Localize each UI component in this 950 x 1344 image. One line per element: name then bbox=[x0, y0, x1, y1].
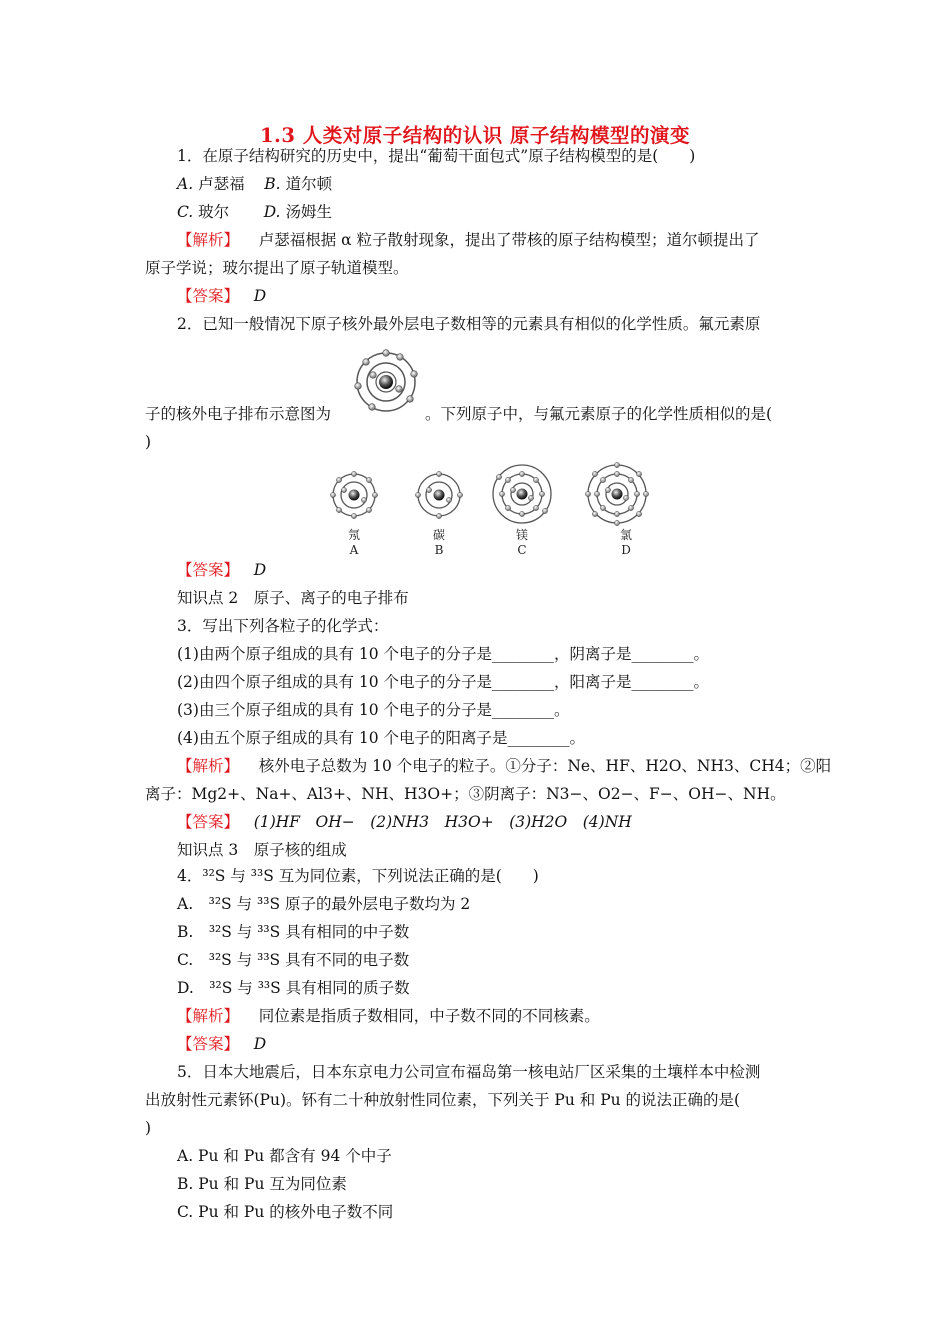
atom-d-name: 氯 bbox=[619, 528, 633, 542]
q1-answer bbox=[177, 286, 266, 306]
q1-options-ab bbox=[177, 174, 332, 194]
q5-option-c: C. Pu 和 Pu 的核外电子数不同 bbox=[177, 1203, 394, 1221]
q4-analysis bbox=[177, 1006, 600, 1026]
q4-answer-value: D bbox=[253, 1035, 267, 1053]
q4-stem: 4．³²S 与 ³³S 互为同位素，下列说法正确的是( ) bbox=[177, 867, 539, 885]
q3-analysis-line1 bbox=[177, 756, 831, 776]
q4-option-c: C. ³²S 与 ³³S 具有不同的电子数 bbox=[177, 951, 410, 969]
q5-option-b: B. Pu 和 Pu 互为同位素 bbox=[177, 1175, 347, 1193]
q3-answer-value: (1)HF OH− (2)NH3 H3O+ (3)H2O (4)NH bbox=[253, 813, 632, 831]
atom-a-diagram bbox=[330, 471, 377, 518]
answer-tag: 【答案】 bbox=[177, 1035, 240, 1053]
answer-tag: 【答案】 bbox=[177, 813, 240, 831]
q1-analysis-line1 bbox=[177, 230, 760, 250]
atom-c-name: 镁 bbox=[515, 528, 529, 542]
atom-c-letter: C bbox=[517, 543, 527, 557]
q1-option-c-letter: C. bbox=[177, 203, 194, 221]
q5-stem-line2: 出放射性元素钚(Pu)。钚有二十种放射性同位素，下列关于 Pu 和 Pu 的说法正确的是( bbox=[145, 1091, 741, 1109]
q3-sub4: (4)由五个原子组成的具有 10 个电子的阳离子是________。 bbox=[177, 729, 586, 747]
q1-options-cd bbox=[177, 202, 332, 222]
q1-analysis-line2: 原子学说；玻尔提出了原子轨道模型。 bbox=[145, 259, 409, 277]
q5-stem-line1: 5．日本大地震后，日本东京电力公司宣布福岛第一核电站厂区采集的土壤样本中检测 bbox=[177, 1063, 761, 1081]
page-title: 1.3 人类对原子结构的认识 原子结构模型的演变 bbox=[259, 124, 690, 147]
atom-d-diagram bbox=[585, 462, 648, 525]
atom-b-letter: B bbox=[434, 543, 444, 557]
q5-option-a: A. Pu 和 Pu 都含有 94 个中子 bbox=[177, 1147, 392, 1165]
q3-sub1: (1)由两个原子组成的具有 10 个电子的分子是________，阴离子是________。 bbox=[177, 645, 710, 663]
atom-c-diagram bbox=[493, 465, 551, 523]
atom-b-name: 碳 bbox=[432, 528, 446, 542]
atom-b-diagram bbox=[415, 471, 462, 518]
q3-analysis-text: 核外电子总数为 10 个电子的粒子。①分子：Ne、HF、H2O、NH3、CH4；②阳 bbox=[258, 757, 832, 775]
q1-option-c-text: 玻尔 bbox=[198, 203, 230, 221]
q1-option-d-letter: D. bbox=[263, 203, 281, 221]
q3-analysis-line2: 离子：Mg2+、Na+、Al3+、NH、H3O+；③阴离子：N3−、O2−、F−、OH−、NH。 bbox=[145, 785, 786, 803]
q4-option-a: A. ³²S 与 ³³S 原子的最外层电子数均为 2 bbox=[177, 895, 471, 913]
q4-analysis-text: 同位素是指质子数相同，中子数不同的不同核素。 bbox=[258, 1007, 600, 1025]
q1-option-a-letter: A. bbox=[177, 175, 194, 193]
analysis-tag: 【解析】 bbox=[177, 231, 240, 249]
q3-sub2: (2)由四个原子组成的具有 10 个电子的分子是________，阳离子是________。 bbox=[177, 673, 710, 691]
q4-answer bbox=[177, 1034, 266, 1054]
q2-options-figure bbox=[325, 462, 655, 562]
answer-tag: 【答案】 bbox=[177, 287, 240, 305]
q4-option-b: B. ³²S 与 ³³S 具有相同的中子数 bbox=[177, 923, 410, 941]
answer-tag: 【答案】 bbox=[177, 561, 240, 579]
q1-option-d-text: 汤姆生 bbox=[285, 203, 332, 221]
q1-option-b-letter: B. bbox=[264, 175, 281, 193]
atom-a-letter: A bbox=[349, 543, 359, 557]
knowledge-point-3: 知识点 3 原子核的组成 bbox=[177, 841, 347, 859]
q2-stem-line1: 2．已知一般情况下原子核外最外层电子数相等的元素具有相似的化学性质。氟元素原 bbox=[177, 315, 761, 333]
fluorine-electron-diagram bbox=[352, 344, 420, 424]
q5-stem-line3: ) bbox=[145, 1119, 152, 1137]
knowledge-point-2: 知识点 2 原子、离子的电子排布 bbox=[177, 589, 409, 607]
q3-sub3: (3)由三个原子组成的具有 10 个电子的分子是________。 bbox=[177, 701, 570, 719]
atom-d-letter: D bbox=[621, 543, 631, 557]
q3-answer bbox=[177, 812, 632, 832]
q2-answer-value: D bbox=[253, 561, 267, 579]
atom-a-name: 氖 bbox=[347, 528, 361, 542]
q1-analysis-text: 卢瑟福根据 α 粒子散射现象，提出了带核的原子结构模型；道尔顿提出了 bbox=[258, 231, 760, 249]
q2-stem-line2b: 。下列原子中，与氟元素原子的化学性质相似的是( bbox=[425, 405, 773, 423]
q1-option-b-text: 道尔顿 bbox=[285, 175, 333, 193]
q2-stem-line3: ) bbox=[145, 433, 152, 451]
q1-answer-value: D bbox=[253, 287, 267, 305]
q2-answer bbox=[177, 560, 266, 580]
q4-option-d: D. ³²S 与 ³³S 具有相同的质子数 bbox=[177, 979, 410, 997]
q1-stem: 1．在原子结构研究的历史中，提出“葡萄干面包式”原子结构模型的是( ) bbox=[177, 147, 696, 165]
q3-stem: 3．写出下列各粒子的化学式： bbox=[177, 617, 389, 635]
analysis-tag: 【解析】 bbox=[177, 757, 240, 775]
q1-option-a-text: 卢瑟福 bbox=[198, 175, 245, 193]
q2-stem-line2a: 子的核外电子排布示意图为 bbox=[145, 405, 332, 423]
analysis-tag: 【解析】 bbox=[177, 1007, 240, 1025]
